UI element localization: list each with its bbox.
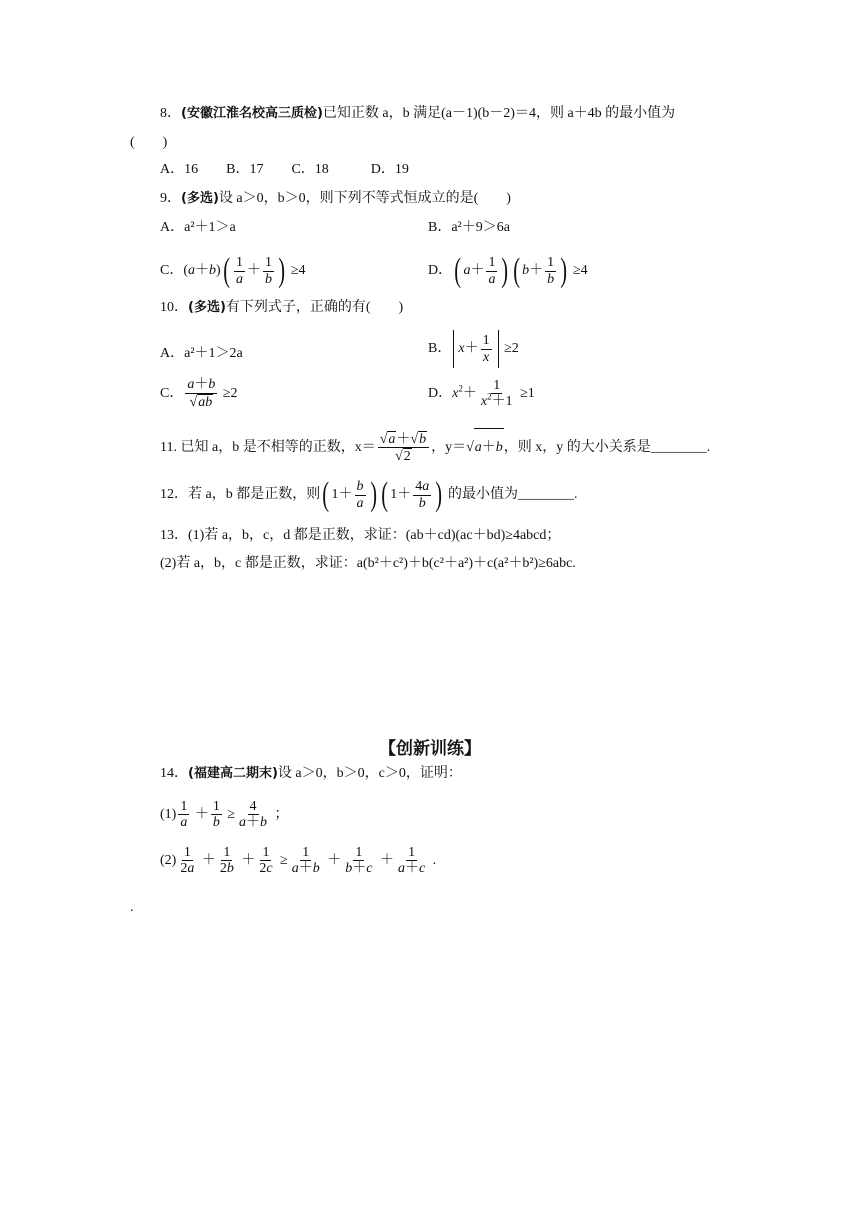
q11-text-b: ，y＝ xyxy=(431,440,467,455)
q9-d-paren-1: ( a ＋ $\frac{1}{a}$ ) xyxy=(454,252,509,289)
q10-option-b-tail: ≥2 xyxy=(504,341,519,357)
q8-blank: ( ) xyxy=(130,135,168,150)
q10-option-d-label: D． xyxy=(428,386,453,401)
q13-part1: 13．(1)若 a，b，c，d 都是正数，求证：(ab＋cd)(ac＋bd)≥4abcd； xyxy=(160,528,561,543)
q10-option-d: D．$x^2+$ $\frac{1}{x^2+1}$ ≥1 xyxy=(428,377,535,410)
section-title: 【创新训练】 xyxy=(379,739,481,759)
q12-paren-1: ( 1＋ $\frac{b}{a}$ ) xyxy=(322,476,377,513)
q12-line xyxy=(160,476,578,514)
q9-option-c-label: C． xyxy=(160,263,184,279)
q14-part1: (1) $\frac{1}{a}$ ＋ $\frac{1}{b}$ ≥ $\frac{4}{a+b}$ ； xyxy=(160,798,289,831)
q10-c-frac: a＋b √ ab xyxy=(187,377,216,410)
q8-line1 xyxy=(160,104,675,124)
q14-stem-line xyxy=(160,764,462,784)
q9-option-c: C．(a＋b) ( $\frac{1}{a}$ ＋ $\frac{1}{b}$ ) ≥4 xyxy=(160,252,306,289)
q14-part2: (2) $\frac{1}{2a}$ ＋ $\frac{1}{2b}$ ＋ $\frac{1}{2c}$ ≥ $\frac{1}{a+b}$ ＋ $\frac{1}{b+c}$ ＋ $\frac{1}{a+c}$ . xyxy=(160,844,437,877)
q8-source: (安徽江淮名校高三质检) xyxy=(181,106,323,121)
q12-text-b: 的最小值为________. xyxy=(448,487,578,503)
q8-number: 8． xyxy=(160,106,181,121)
q14-part1-label: (1) xyxy=(160,807,177,822)
q10-option-a: A．a²＋1＞2a xyxy=(160,346,243,361)
q10-option-d-tail: ≥1 xyxy=(520,386,535,401)
q9-stem: 设 a＞0，b＞0，则下列不等式恒成立的是( ) xyxy=(218,191,511,206)
q13-part2: (2)若 a，b，c 都是正数，求证：a(b²＋c²)＋b(c²＋a²)＋c(a²＋b²)≥6abc. xyxy=(160,556,576,571)
q10-option-b xyxy=(428,330,519,368)
q10-b-abs: x ＋ $\frac{1}{x}$ xyxy=(453,330,498,368)
q10-stem-line xyxy=(160,298,403,318)
q9-c-paren: ( $\frac{1}{a}$ ＋ $\frac{1}{b}$ ) xyxy=(222,252,286,289)
q14-source: (福建高二期末) xyxy=(188,766,278,781)
q10-stem: 有下列式子，正确的有( ) xyxy=(225,300,404,315)
q10-option-c-tail: ≥2 xyxy=(222,386,238,401)
q9-option-c-tail: ≥4 xyxy=(290,263,306,279)
q12-paren-2: ( 1＋ $\frac{4a}{b}$ ) xyxy=(381,476,443,513)
q11-x-frac: √ a ＋√ b √ 2 xyxy=(378,431,429,465)
q14-number: 14． xyxy=(160,766,188,781)
q10-tag: (多选) xyxy=(188,300,226,315)
q11-text-a: 11. 已知 a，b 是不相等的正数，x＝ xyxy=(160,440,376,455)
q11-text-c: ，则 x，y 的大小关系是________. xyxy=(503,440,711,455)
q12-text-a: 12．若 a，b 都是正数，则 xyxy=(160,487,321,503)
q10-option-b-label: B． xyxy=(428,341,452,357)
q9-option-d-tail: ≥4 xyxy=(572,263,588,279)
q11-line xyxy=(160,428,710,467)
q9-number: 9． xyxy=(160,191,181,206)
q10-d-frac: $\frac{1}{x^2+1}$ xyxy=(480,377,513,410)
q14-stem: 设 a＞0，b＞0，c＞0，证明： xyxy=(277,766,462,781)
q9-option-d-label: D． xyxy=(428,263,453,279)
q10-option-c-label: C． xyxy=(160,386,184,401)
q10-option-c xyxy=(160,375,238,413)
q8-options: A．16 B．17 C．18 D．19 xyxy=(160,162,409,177)
q9-option-d xyxy=(428,252,588,290)
q9-stem-line xyxy=(160,189,511,209)
q11-y-sqrt: √ a＋b xyxy=(466,428,504,467)
q9-option-a: A．a²＋1＞a xyxy=(160,220,236,235)
footer-dot: . xyxy=(130,900,134,915)
q10-number: 10． xyxy=(160,300,188,315)
q8-stem: 已知正数 a，b 满足(a－1)(b－2)＝4，则 a＋4b 的最小值为 xyxy=(322,106,676,121)
q9-option-b: B．a²＋9＞6a xyxy=(428,220,510,235)
q9-tag: (多选) xyxy=(181,191,219,206)
q14-part2-label: (2) xyxy=(160,853,177,868)
q9-d-paren-2: ( b ＋ $\frac{1}{b}$ ) xyxy=(513,252,568,289)
